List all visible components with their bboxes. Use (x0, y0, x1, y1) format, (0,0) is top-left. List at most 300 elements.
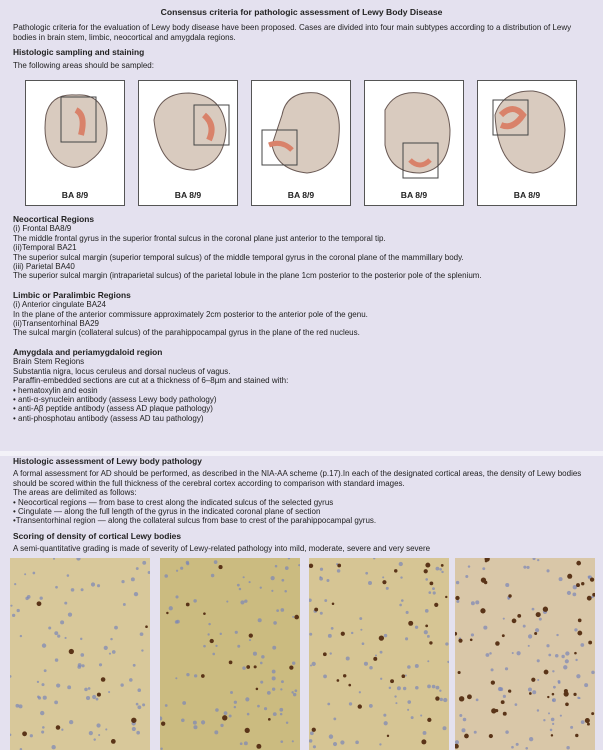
figure-label: BA 8/9 (61, 189, 89, 200)
brain-section-image (370, 85, 460, 180)
lewy-body (567, 574, 572, 579)
nucleus (384, 634, 387, 637)
nucleus (552, 723, 554, 725)
amygdala-line: • anti-Aβ peptide antibody (assess AD plaque pathology) (13, 404, 213, 414)
nucleus (64, 602, 67, 605)
nucleus (537, 659, 540, 662)
brain-diagrams (0, 80, 603, 206)
lewy-body (97, 693, 101, 697)
amygdala-line: Substantia nigra, locus ceruleus and dorsal nucleus of vagus. (13, 366, 231, 376)
nucleus (407, 700, 411, 704)
lewy-body (358, 704, 362, 708)
figure-label: BA 8/9 (174, 189, 202, 200)
nucleus (312, 662, 316, 666)
nucleus (436, 567, 440, 571)
lewy-body (56, 725, 61, 730)
nucleus (292, 740, 294, 742)
lewy-body (591, 712, 594, 715)
header (0, 0, 603, 70)
lewy-body (373, 657, 377, 661)
lewy-body (464, 734, 469, 739)
nucleus (194, 674, 197, 677)
nucleus (566, 746, 569, 749)
nucleus (329, 652, 331, 654)
nucleus (242, 666, 246, 670)
lewy-body (531, 678, 535, 682)
nucleus (60, 620, 64, 624)
nucleus (580, 643, 584, 647)
nucleus (43, 696, 47, 700)
nucleus (54, 631, 58, 635)
lewy-body (424, 569, 428, 573)
nucleus (42, 726, 45, 729)
lewy-body (186, 603, 190, 607)
nucleus (323, 675, 327, 679)
lewy-body (145, 625, 148, 628)
assessment-line: • Cingulate — along the full length of the gyrus in the indicated coronal plane of section (13, 507, 321, 517)
nucleus (264, 707, 267, 710)
lewy-body (489, 734, 493, 738)
nucleus (579, 697, 581, 699)
nucleus (293, 693, 296, 696)
nucleus (395, 702, 397, 704)
nucleus (214, 730, 218, 734)
nucleus (226, 600, 228, 602)
nucleus (81, 664, 84, 667)
nucleus (260, 681, 263, 684)
nucleus (558, 680, 561, 683)
lewy-body (203, 612, 206, 615)
nucleus (405, 674, 407, 676)
nucleus (575, 659, 577, 661)
nucleus (326, 579, 329, 582)
nucleus (456, 600, 459, 603)
nucleus (310, 665, 312, 667)
nucleus (537, 709, 539, 711)
lewy-body (529, 692, 532, 695)
nucleus (261, 655, 264, 658)
lewy-body (590, 577, 594, 581)
lewy-body (577, 631, 582, 636)
nucleus (142, 561, 146, 565)
nucleus (368, 581, 372, 585)
lewy-body (441, 564, 444, 567)
nucleus (471, 601, 475, 605)
nucleus (552, 670, 554, 672)
nucleus (383, 714, 386, 717)
lewy-body (470, 638, 473, 641)
nucleus (112, 650, 116, 654)
nucleus (267, 691, 271, 695)
figure-label: BA 8/9 (400, 189, 428, 200)
nucleus (420, 714, 422, 716)
lewy-body (332, 602, 335, 605)
nucleus (359, 617, 362, 620)
nucleus (136, 567, 139, 570)
brain-figure-5 (477, 80, 577, 206)
nucleus (324, 599, 327, 602)
lewy-body (256, 744, 261, 749)
nucleus (516, 743, 519, 746)
lewy-body (534, 632, 537, 635)
nucleus (258, 618, 262, 622)
neocortical-line: The middle frontal gyrus in the superior frontal sulcus in the coronal plane just anterior to the temporal tip. (13, 233, 386, 243)
lewy-body (210, 639, 214, 643)
nucleus (64, 637, 66, 639)
nucleus (461, 728, 465, 732)
lewy-body (480, 608, 485, 613)
amygdala-line: • hematoxylin and eosin (13, 385, 98, 395)
lewy-body (547, 696, 549, 698)
nucleus (386, 587, 389, 590)
lewy-body (495, 641, 500, 646)
nucleus (41, 683, 44, 686)
lewy-body (430, 582, 434, 586)
brain-section-image (144, 85, 234, 180)
nucleus (319, 576, 321, 578)
limbic-line: (ii)Transentorhinal BA29 (13, 319, 99, 329)
nucleus (133, 664, 136, 667)
nucleus (25, 597, 28, 600)
lewy-body (229, 661, 233, 665)
nucleus (137, 705, 141, 709)
lewy-body (343, 674, 346, 677)
nucleus (214, 560, 218, 564)
lewy-body (491, 708, 496, 713)
nucleus (239, 588, 242, 591)
nucleus (337, 569, 341, 573)
limbic-line: In the plane of the anterior commissure approximately 2cm posterior to the anterior pole of the genu. (13, 309, 368, 319)
nucleus (292, 661, 295, 664)
nucleus (12, 614, 15, 617)
nucleus (244, 599, 247, 602)
scoring-heading: Scoring of density of cortical Lewy bodies (13, 530, 181, 541)
nucleus (511, 746, 514, 749)
nucleus (68, 612, 72, 616)
lewy-body (37, 601, 42, 606)
nucleus (526, 566, 529, 569)
lewy-body (517, 614, 521, 618)
lewy-body (481, 578, 486, 583)
nucleus (136, 731, 140, 735)
nucleus (436, 686, 440, 690)
sampling-heading: Histologic sampling and staining (13, 47, 145, 58)
nucleus (537, 559, 539, 561)
nucleus (523, 566, 526, 569)
nucleus (399, 604, 402, 607)
nucleus (415, 686, 419, 690)
nucleus (81, 588, 84, 591)
nucleus (532, 690, 536, 694)
nucleus (123, 603, 126, 606)
nucleus (176, 570, 178, 572)
nucleus (108, 691, 110, 693)
nucleus (55, 586, 58, 589)
lewy-body (246, 665, 250, 669)
nucleus (285, 566, 289, 570)
nucleus (331, 627, 334, 630)
lewy-body (485, 560, 488, 563)
nucleus (560, 715, 562, 717)
lewy-body (585, 718, 590, 723)
nucleus (276, 609, 279, 612)
nucleus (440, 698, 443, 701)
nucleus (249, 581, 251, 583)
limbic-line: The sulcal margin (collateral sulcus) of the parahippocampal gyrus in the plane of the red nucleus. (13, 328, 360, 338)
nucleus (142, 703, 145, 706)
nucleus (333, 742, 337, 746)
lewy-body (429, 641, 432, 644)
nucleus (114, 626, 118, 630)
nucleus (550, 729, 553, 732)
nucleus (476, 698, 479, 701)
nucleus (109, 653, 111, 655)
regions-section (0, 209, 603, 423)
lewy-body (401, 674, 405, 678)
nucleus (432, 685, 436, 689)
nucleus (505, 583, 509, 587)
nucleus (260, 662, 263, 665)
nucleus (523, 625, 526, 628)
nucleus (468, 565, 470, 567)
lewy-body (323, 652, 327, 656)
nucleus (91, 582, 95, 586)
nucleus (257, 705, 260, 708)
nucleus (425, 609, 429, 613)
tissue-background (10, 558, 150, 750)
nucleus (459, 714, 462, 717)
nucleus (14, 583, 16, 585)
nucleus (19, 704, 23, 708)
nucleus (528, 645, 530, 647)
micrograph-moderate (160, 558, 300, 750)
nucleus (528, 634, 532, 638)
assessment-heading: Histologic assessment of Lewy body pathology (13, 456, 202, 466)
lewy-body (502, 634, 505, 637)
nucleus (576, 674, 580, 678)
nucleus (532, 608, 535, 611)
nucleus (208, 623, 210, 625)
nucleus (503, 695, 506, 698)
nucleus (475, 600, 479, 604)
nucleus (465, 575, 468, 578)
nucleus (99, 663, 102, 666)
lewy-body (408, 621, 413, 626)
nucleus (546, 644, 549, 647)
sampling-text: The following areas should be sampled: (13, 60, 154, 70)
figure-label: BA 8/9 (287, 189, 315, 200)
lewy-body (588, 641, 592, 645)
nucleus (57, 635, 60, 638)
nucleus (423, 731, 427, 735)
nucleus (237, 584, 240, 587)
lewy-body (337, 679, 340, 682)
nucleus (230, 691, 233, 694)
nucleus (516, 651, 520, 655)
nucleus (455, 740, 459, 744)
nucleus (559, 577, 563, 581)
lewy-body (576, 561, 581, 566)
nucleus (382, 576, 384, 578)
nucleus (215, 645, 217, 647)
nucleus (253, 652, 257, 656)
nucleus (272, 670, 276, 674)
nucleus (55, 658, 58, 661)
lewy-body (425, 563, 430, 568)
brain-figure-1 (25, 80, 125, 206)
nucleus (407, 665, 411, 669)
brain-figure-4 (364, 80, 464, 206)
lewy-body (222, 715, 227, 720)
nucleus (380, 678, 382, 680)
nucleus (286, 722, 288, 724)
nucleus (309, 633, 312, 636)
lewy-body (491, 680, 495, 684)
nucleus (37, 681, 39, 683)
nucleus (193, 721, 197, 725)
nucleus (30, 734, 33, 737)
nucleus (401, 599, 404, 602)
nucleus (441, 571, 443, 573)
nucleus (486, 653, 490, 657)
nucleus (525, 747, 528, 750)
nucleus (234, 706, 236, 708)
nucleus (280, 608, 284, 612)
nucleus (389, 687, 391, 689)
nucleus (415, 664, 419, 668)
nucleus (340, 740, 344, 744)
nucleus (40, 596, 43, 599)
nucleus (292, 616, 294, 618)
lewy-body (348, 684, 351, 687)
nucleus (129, 678, 133, 682)
lewy-body (379, 635, 384, 640)
lewy-body (551, 734, 553, 736)
nucleus (237, 645, 240, 648)
nucleus (249, 639, 251, 641)
nucleus (539, 618, 542, 621)
nucleus (180, 567, 183, 570)
nucleus (567, 591, 571, 595)
nucleus (186, 561, 189, 564)
nucleus (224, 711, 228, 715)
nucleus (543, 719, 545, 721)
nucleus (375, 654, 377, 656)
nucleus (313, 745, 316, 748)
micrograph-very-severe (455, 558, 595, 750)
nucleus (175, 677, 177, 679)
amygdala-line: • anti-phosphotau antibody (assess AD tau pathology) (13, 413, 204, 423)
nucleus (400, 576, 402, 578)
lewy-body (587, 596, 592, 601)
lewy-body (576, 583, 580, 587)
nucleus (40, 711, 44, 715)
nucleus (456, 581, 459, 584)
nucleus (280, 740, 283, 743)
nucleus (67, 574, 70, 577)
lewy-body (256, 688, 259, 691)
amygdala-line: • anti-α-synuclein antibody (assess Lewy body pathology) (13, 394, 217, 404)
nucleus (220, 724, 223, 727)
nucleus (584, 683, 588, 687)
lewy-body (573, 693, 576, 696)
nucleus (234, 701, 237, 704)
nucleus (17, 609, 20, 612)
nucleus (328, 634, 332, 638)
nucleus (71, 588, 75, 592)
assessment-section (0, 456, 603, 554)
lewy-body (455, 596, 459, 600)
nucleus (92, 695, 96, 699)
neocortical-line: (ii)Temporal BA21 (13, 243, 77, 253)
nucleus (362, 642, 365, 645)
lewy-body (22, 731, 27, 736)
nucleus (56, 683, 60, 687)
nucleus (15, 704, 19, 708)
tissue-background (160, 558, 300, 750)
nucleus (54, 700, 58, 704)
nucleus (240, 742, 243, 745)
nucleus (574, 628, 577, 631)
nucleus (186, 673, 189, 676)
lewy-body (508, 594, 511, 597)
nucleus (244, 741, 248, 745)
nucleus (310, 731, 314, 735)
nucleus (271, 576, 275, 580)
nucleus (489, 652, 492, 655)
micrograph-mild (10, 558, 150, 750)
lewy-body (552, 693, 555, 696)
lewy-body (445, 596, 447, 598)
nucleus (181, 719, 185, 723)
nucleus (272, 687, 275, 690)
nucleus (203, 645, 206, 648)
nucleus (169, 606, 173, 610)
nucleus (212, 653, 215, 656)
nucleus (41, 730, 44, 733)
nucleus (42, 643, 46, 647)
nucleus (295, 689, 298, 692)
nucleus (505, 730, 509, 734)
lewy-body (394, 569, 397, 572)
nucleus (552, 698, 556, 702)
nucleus (96, 698, 99, 701)
assessment-line: • Neocortical regions — from base to crest along the indicated sulcus of the selected gyrus (13, 497, 334, 507)
nucleus (235, 631, 238, 634)
lewy-body (574, 652, 577, 655)
nucleus (140, 632, 144, 636)
brain-section-image (483, 85, 573, 180)
nucleus (120, 683, 123, 686)
nucleus (474, 731, 477, 734)
nucleus (570, 726, 573, 729)
lewy-body (501, 700, 505, 704)
nucleus (471, 633, 474, 636)
nucleus (483, 626, 487, 630)
brain-figure-3 (251, 80, 351, 206)
lewy-body (425, 624, 428, 627)
lewy-body (69, 649, 74, 654)
lewy-body (341, 632, 345, 636)
amygdala-line: Brain Stem Regions (13, 357, 85, 367)
limbic-heading: Limbic or Paralimbic Regions (13, 289, 131, 300)
nucleus (80, 638, 82, 640)
brain-figure-2 (138, 80, 238, 206)
nucleus (247, 713, 250, 716)
nucleus (380, 651, 383, 654)
nucleus (201, 720, 205, 724)
nucleus (67, 685, 71, 689)
